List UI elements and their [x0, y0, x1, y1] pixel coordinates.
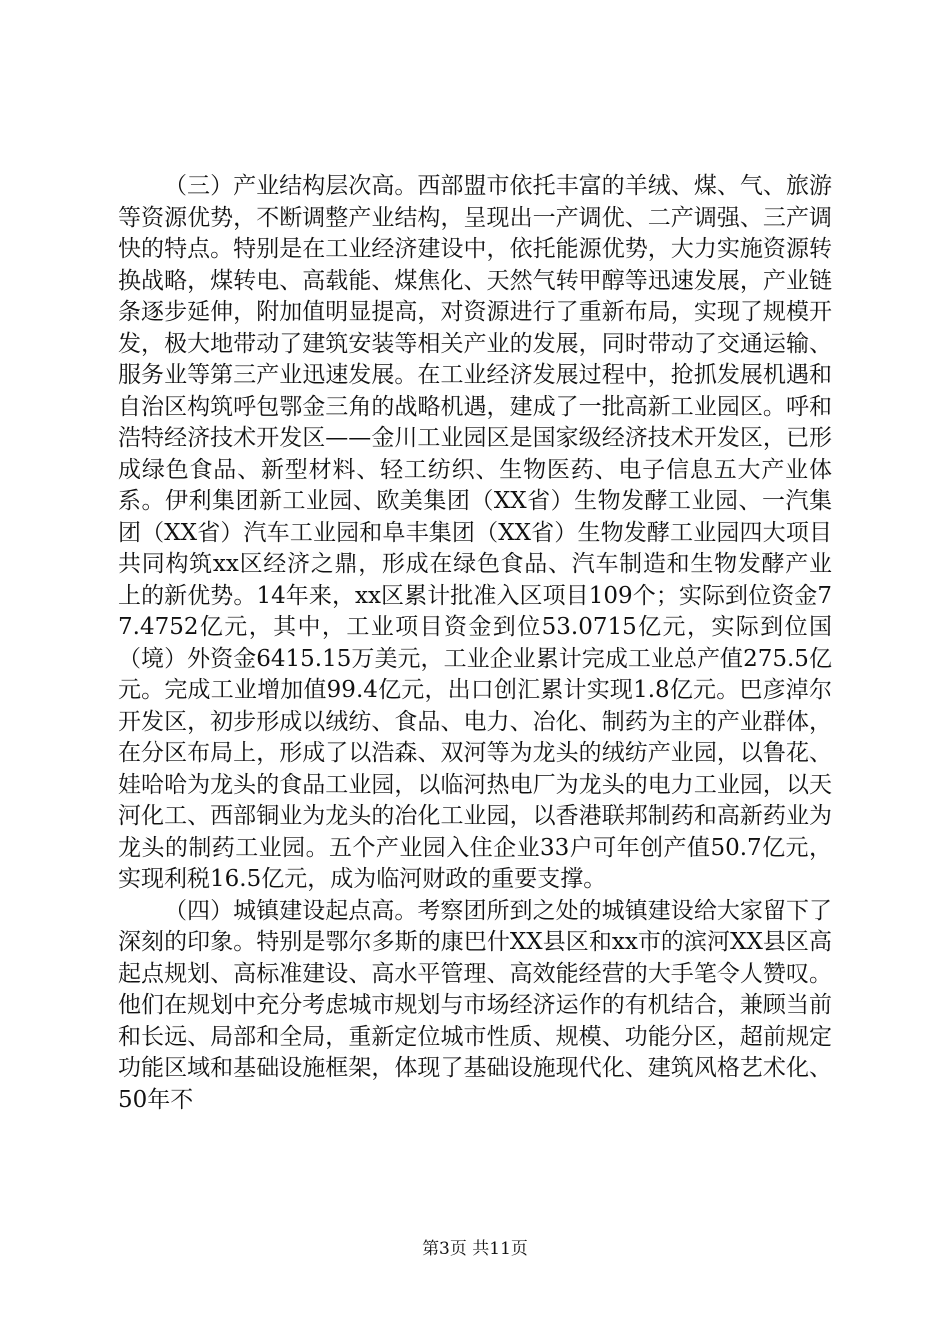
paragraph-urban-construction: （四）城镇建设起点高。考察团所到之处的城镇建设给大家留下了深刻的印象。特别是鄂尔多斯的康巴什XX县区和xx市的滨河XX县区高起点规划、高标准建设、高水平管理、高效能经营的大手笔令人赞叹。他们在规划中充分考虑城市规划与市场经济运作的有机结合，兼顾当前和长远、局部和全局，重新定位城市性质、规模、功能分区，超前规定功能区域和基础设施框架，体现了基础设施现代化、建筑风格艺术化、50年不	[118, 897, 832, 1113]
paragraph-industry-structure: （三）产业结构层次高。西部盟市依托丰富的羊绒、煤、气、旅游等资源优势，不断调整产业结构，呈现出一产调优、二产调强、三产调快的特点。特别是在工业经济建设中，依托能源优势，大力实施资源转换战略，煤转电、高载能、煤焦化、天然气转甲醇等迅速发展，产业链条逐步延伸，附加值明显提高，对资源进行了重新布局，实现了规模开发，极大地带动了建筑安装等相关产业的发展，同时带动了交通运输、服务业等第三产业迅速发展。在工业经济发展过程中，抢抓发展机遇和自治区构筑呼包鄂金三角的战略机遇，建成了一批高新工业园区。呼和浩特经济技术开发区——金川工业园区是国家级经济技术开发区，已形成绿色食品、新型材料、轻工纺织、生物医药、电子信息五大产业体系。伊利集团新工业园、欧美集团（XX省）生物发酵工业园、一汽集团（XX省）汽车工业园和阜丰集团（XX省）生物发酵工业园四大项目共同构筑xx区经济之鼎，形成在绿色食品、汽车制造和生物发酵产业上的新优势。14年来，xx区累计批准入区项目109个；实际到位资金77.4752亿元，其中，工业项目资金到位53.0715亿元，实际到位国（境）外资金6415.15万美元，工业企业累计完成工业总产值275.5亿元。完成工业增加值99.4亿元，出口创汇累计实现1.8亿元。巴彦淖尔开发区，初步形成以绒纺、食品、电力、冶化、制药为主的产业群体，在分区布局上，形成了以浩森、双河等为龙头的绒纺产业园，以鲁花、娃哈哈为龙头的食品工业园，以临河热电厂为龙头的电力工业园，以天河化工、西部铜业为龙头的冶化工业园，以香港联邦制药和高新药业为龙头的制药工业园。五个产业园入住企业33户可年创产值50.7亿元，实现利税16.5亿元，成为临河财政的重要支撑。	[118, 173, 832, 892]
document-body	[118, 171, 832, 1116]
page-footer: 第3页 共11页	[422, 1239, 528, 1259]
